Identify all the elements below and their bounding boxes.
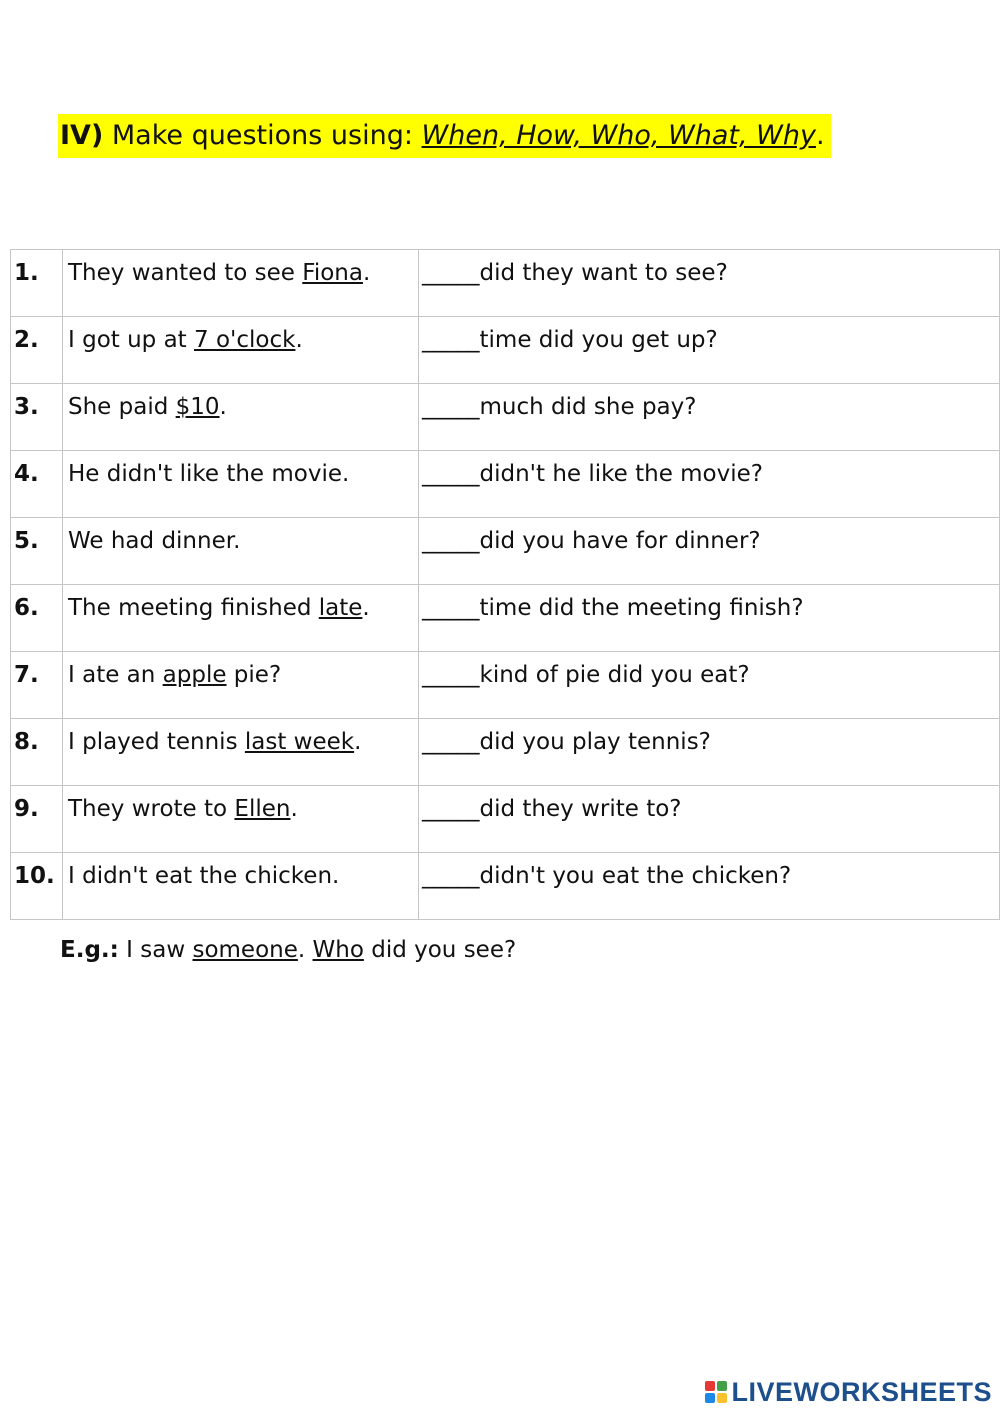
statement <box>63 518 419 585</box>
row-number: 10. <box>11 853 63 920</box>
row-number: 3. <box>11 384 63 451</box>
question-cell <box>419 719 1000 786</box>
question-text: didn't you eat the chicken? <box>479 863 792 889</box>
answer-blank[interactable]: _____ <box>422 327 480 353</box>
answer-blank[interactable]: _____ <box>422 796 480 822</box>
statement-underlined: apple <box>162 662 227 688</box>
statement-text: I ate an <box>68 662 163 688</box>
exercise-row <box>11 786 1000 853</box>
example-underlined-someone: someone <box>192 937 298 963</box>
statement-text: The meeting finished <box>68 595 319 621</box>
statement <box>63 652 419 719</box>
answer-blank[interactable]: _____ <box>422 729 480 755</box>
statement <box>63 719 419 786</box>
example-label: E.g.: <box>60 937 119 963</box>
statement <box>63 451 419 518</box>
exercise-row <box>11 451 1000 518</box>
row-number: 2. <box>11 317 63 384</box>
section-number: IV) <box>60 120 104 151</box>
exercise-table <box>10 249 1000 920</box>
statement-underlined: 7 o'clock <box>194 327 296 353</box>
statement-text: I got up at <box>68 327 195 353</box>
statement-text: I didn't eat the chicken. <box>68 863 340 889</box>
statement-end: . <box>362 595 370 621</box>
question-cell <box>419 317 1000 384</box>
logo-mark-icon <box>705 1381 727 1403</box>
question-cell <box>419 384 1000 451</box>
statement-text: I played tennis <box>68 729 245 755</box>
statement <box>63 317 419 384</box>
statement-underlined: Ellen <box>234 796 291 822</box>
exercise-row <box>11 585 1000 652</box>
answer-blank[interactable]: _____ <box>422 595 480 621</box>
exercise-row <box>11 853 1000 920</box>
instruction-text: Make questions using: <box>111 120 413 151</box>
row-number: 8. <box>11 719 63 786</box>
question-cell <box>419 853 1000 920</box>
exercise-row <box>11 518 1000 585</box>
statement-underlined: late <box>318 595 363 621</box>
statement-end: . <box>219 394 227 420</box>
question-text: did you have for dinner? <box>479 528 761 554</box>
statement-end: . <box>354 729 362 755</box>
statement-text: We had dinner. <box>68 528 241 554</box>
row-number: 1. <box>11 250 63 317</box>
question-cell <box>419 652 1000 719</box>
answer-blank[interactable]: _____ <box>422 863 480 889</box>
statement <box>63 786 419 853</box>
question-text: didn't he like the movie? <box>479 461 763 487</box>
statement-end: pie? <box>226 662 282 688</box>
statement-end: . <box>295 327 303 353</box>
statement <box>63 585 419 652</box>
question-cell <box>419 250 1000 317</box>
example-mid: . <box>297 937 313 963</box>
question-cell <box>419 585 1000 652</box>
question-cell <box>419 518 1000 585</box>
row-number: 4. <box>11 451 63 518</box>
statement <box>63 250 419 317</box>
brand-name: LIVEWORKSHEETS <box>731 1376 992 1407</box>
question-text: did they want to see? <box>479 260 728 286</box>
example-post: did you see? <box>363 937 517 963</box>
statement-end: . <box>290 796 298 822</box>
exercise-row <box>11 719 1000 786</box>
answer-blank[interactable]: _____ <box>422 394 480 420</box>
statement <box>63 384 419 451</box>
instruction-period: . <box>815 120 825 151</box>
instruction-heading <box>58 114 831 158</box>
statement-text: He didn't like the movie. <box>68 461 350 487</box>
statement-text: They wrote to <box>68 796 235 822</box>
statement-text: They wanted to see <box>68 260 303 286</box>
row-number: 5. <box>11 518 63 585</box>
row-number: 7. <box>11 652 63 719</box>
answer-blank[interactable]: _____ <box>422 662 480 688</box>
answer-blank[interactable]: _____ <box>422 461 480 487</box>
exercise-row <box>11 250 1000 317</box>
question-cell <box>419 786 1000 853</box>
statement-underlined: $10 <box>175 394 220 420</box>
row-number: 9. <box>11 786 63 853</box>
row-number: 6. <box>11 585 63 652</box>
example-underlined-who: Who <box>312 937 364 963</box>
statement <box>63 853 419 920</box>
statement-underlined: last week <box>244 729 355 755</box>
question-text: much did she pay? <box>479 394 697 420</box>
exercise-row <box>11 317 1000 384</box>
statement-underlined: Fiona <box>302 260 363 286</box>
answer-blank[interactable]: _____ <box>422 260 480 286</box>
question-text: did they write to? <box>479 796 682 822</box>
exercise-row <box>11 652 1000 719</box>
question-cell <box>419 451 1000 518</box>
answer-blank[interactable]: _____ <box>422 528 480 554</box>
example-line <box>60 930 516 970</box>
example-pre: I saw <box>118 937 193 963</box>
exercise-row <box>11 384 1000 451</box>
statement-end: . <box>362 260 371 286</box>
question-text: kind of pie did you eat? <box>479 662 750 688</box>
question-text: time did you get up? <box>479 327 718 353</box>
statement-text: She paid <box>68 394 176 420</box>
question-words: When, How, Who, What, Why <box>421 120 816 151</box>
question-text: time did the meeting finish? <box>479 595 804 621</box>
question-text: did you play tennis? <box>479 729 711 755</box>
liveworksheets-logo <box>705 1376 992 1408</box>
